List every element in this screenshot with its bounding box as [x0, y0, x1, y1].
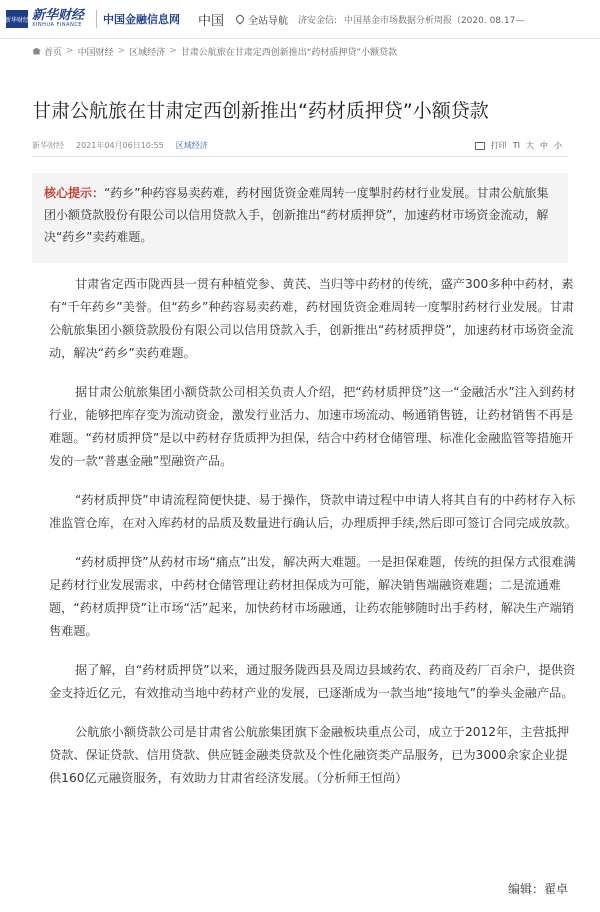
summary-box — [32, 173, 568, 263]
font-size-large[interactable]: 大 — [526, 141, 534, 150]
article-title: 甘肃公航旅在甘肃定西创新推出“药材质押贷”小额贷款 — [32, 100, 489, 122]
article-category-link[interactable]: 区域经济 — [175, 141, 208, 150]
article-paragraph: 据甘肃公航旅集团小额贷款公司相关负责人介绍，把“药材质押贷”这一“金融活水”注入到药材行业，能够把库存变为流动资金，激发行业活力、加速市场流动、畅通销售链，让药材销售不再是难题。“药材质押贷”是以中药材存货质押为担保，结合中药材仓储管理、标准化金融监管等措施开发的一款“普惠金融”型融资产品。 — [49, 385, 576, 468]
article-paragraph: 公航旅小额贷款公司是甘肃省公航旅集团旗下金融板块重点公司，成立于2012年，主营抵押贷款、保证贷款、信用贷款、供应链金融类贷款及个性化融资类产品服务，已为3000余家企业提供160亿元融资服务，有效助力甘肃省经济发展。（分析师王恒尚） — [49, 725, 570, 785]
logo-icon[interactable]: 新华财经 — [6, 10, 28, 28]
article-paragraph: 据了解，自“药材质押贷”以来，通过服务陇西县及周边县域药农、药商及药厂百余户，提供资金支持近亿元，有效推动当地中药材产业的发展，已逐渐成为一款当地“接地气”的拳头金融产品。 — [49, 663, 576, 700]
breadcrumb-china-finance[interactable]: 中国财经 — [77, 47, 114, 58]
breadcrumb-separator: > — [169, 46, 177, 56]
brand-logo[interactable] — [32, 10, 84, 28]
article-paragraph: 甘肃省定西市陇西县一贯有种植党参、黄芪、当归等中药材的传统，盛产300多种中药材，素有“千年药乡”美誉。但“药乡”种药容易卖药难，药材囤货资金难周转一度掣肘药材行业发展。甘肃公航旅集团小额贷款股份有限公司以信用贷款入手，创新推出“药材质押贷”，加速药材市场资金流动，解决“药乡”卖药难题。 — [49, 277, 574, 360]
font-size-medium[interactable]: 中 — [540, 141, 548, 150]
site-name[interactable]: 中国金融信息网 — [103, 13, 181, 26]
site-header — [0, 0, 600, 39]
ticker-label: 济安金信: — [298, 15, 338, 26]
breadcrumb-separator: > — [117, 46, 126, 56]
font-size-small[interactable]: 小 — [554, 141, 562, 150]
breadcrumb-separator: > — [66, 46, 74, 56]
breadcrumb — [0, 39, 600, 63]
summary-label: 核心提示： — [44, 186, 105, 200]
breadcrumb-regional-economy[interactable]: 区域经济 — [129, 47, 166, 58]
header-divider — [96, 10, 97, 28]
article-tools — [475, 140, 568, 151]
logo-subtitle: XINHUA FINANCE — [32, 22, 82, 28]
print-button[interactable]: 打印 — [490, 141, 507, 150]
ticker-text: 中国基金市场数据分析周报（2020. 08.17— — [343, 15, 525, 26]
font-size-icon: TI — [512, 141, 520, 150]
article-source: 新华财经 — [32, 141, 64, 150]
article-editor: 编辑：翟卓 — [507, 882, 568, 896]
article-paragraph: “药材质押贷”从药材市场“痛点”出发，解决两大难题。一是担保难题，传统的担保方式很难满足药材行业发展需求，中药材仓储管理让药材担保成为可能，解决销售端融资难题；二是流通难题，“药材质押贷”让市场“活”起来，加快药材市场融通，让药农能够随时出手药材，解决生产端销售难题。 — [49, 555, 576, 638]
site-nav-link[interactable] — [236, 12, 288, 27]
article-body — [49, 273, 577, 806]
article-meta — [32, 140, 568, 151]
channel-name[interactable]: 中国 — [198, 13, 225, 29]
summary-text: “药乡”种药容易卖药难，药材囤货资金难周转一度掣肘药材行业发展。甘肃公航旅集团小额贷款股份有限公司以信用贷款入手，创新推出“药材质押贷”，加速药材市场资金流动，解决“药乡”卖药难题。 — [44, 186, 549, 244]
meta-divider — [32, 156, 568, 157]
location-pin-icon — [234, 13, 245, 24]
home-icon — [32, 48, 41, 55]
news-ticker[interactable] — [298, 13, 524, 26]
breadcrumb-home[interactable]: 首页 — [44, 47, 63, 58]
logo-text: 新华财经 — [32, 8, 85, 23]
breadcrumb-current: 甘肃公航旅在甘肃定西创新推出“药材质押贷”小额贷款 — [180, 47, 398, 58]
article-paragraph: “药材质押贷”申请流程简便快捷、易于操作，贷款申请过程中申请人将其自有的中药材存入标准监管仓库，在对入库药材的品质及数量进行确认后，办理质押手续,然后即可签订合同完成放款。 — [49, 493, 577, 530]
article-datetime: 2021年04月06日10:55 — [76, 141, 164, 150]
print-icon — [475, 142, 485, 150]
site-nav-label: 全站导航 — [248, 15, 289, 27]
